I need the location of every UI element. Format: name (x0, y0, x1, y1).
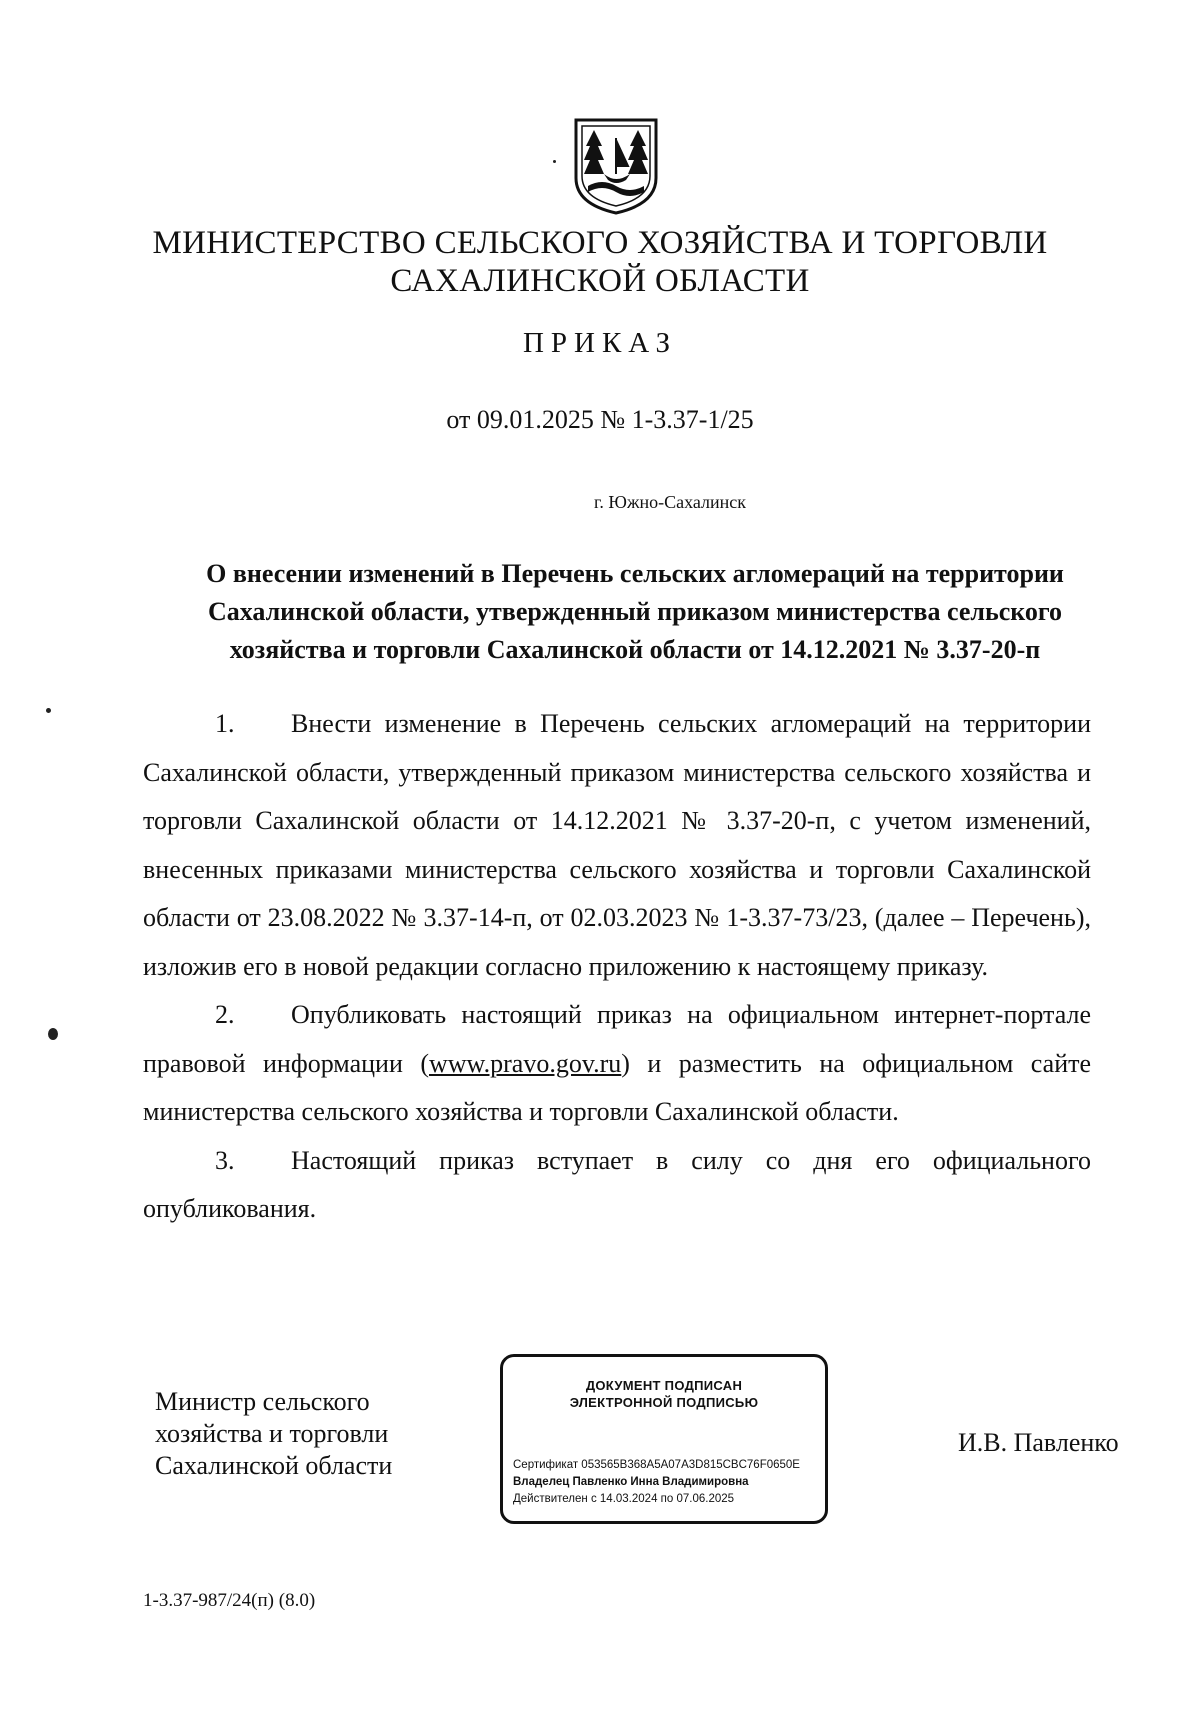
stamp-owner: Владелец Павленко Инна Владимировна (513, 1476, 749, 1488)
signatory-title-line3: Сахалинской области (155, 1451, 393, 1480)
stamp-validity: Действителен с 14.03.2024 по 07.06.2025 (513, 1493, 735, 1505)
pravo-gov-link[interactable]: www.pravo.gov.ru (428, 1048, 622, 1078)
stamp-heading-line2: ЭЛЕКТРОННОЙ ПОДПИСЬЮ (569, 1395, 759, 1410)
document-date-number: от 09.01.2025 № 1-3.37-1/25 (446, 405, 754, 434)
item-2-text-before: Опубликовать настоящий приказ на официальном интернет-портале правовой информации ( (143, 1000, 1091, 1078)
document-type: ПРИКАЗ (522, 327, 678, 359)
scan-speck (46, 708, 51, 713)
stamp-heading-line1: ДОКУМЕНТ ПОДПИСАН (585, 1378, 743, 1393)
ministry-name-line1: МИНИСТЕРСТВО СЕЛЬСКОГО ХОЗЯЙСТВА И ТОРГОВЛИ (152, 225, 1048, 261)
ministry-name-line2: САХАЛИНСКОЙ ОБЛАСТИ (390, 263, 810, 299)
signer-name: И.В. Павленко (958, 1428, 1119, 1457)
ministry-name (100, 224, 1100, 300)
heading-line3: хозяйства и торговли Сахалинской области от 14.12.2021 № 3.37-20-п (229, 635, 1041, 664)
document-heading (140, 555, 1130, 669)
coat-of-arms-emblem (572, 116, 660, 216)
document-place: г. Южно-Сахалинск (593, 492, 747, 512)
signatory-title-line1: Министр сельского (155, 1387, 370, 1416)
item-1-text: Внести изменение в Перечень сельских агломераций на территории Сахалинской области, утвержденный приказом министерства сельского хозяйства и торговли Сахалинской области от 14.12.2021 № 3.37-20-п, с учетом изменений, внесенных приказами министерства сельского хозяйства и торговли Сахалинской области от 23.08.2022 № 3.37-14-п, от 02.03.2023 № 1-3.37-73/23, (далее – Перечень), изложив его в новой редакции согласно приложению к настоящему приказу. (143, 709, 1091, 981)
signatory-title (155, 1386, 455, 1482)
item-1-number: 1. (215, 709, 235, 738)
electronic-signature-stamp (500, 1354, 828, 1524)
heading-line2: Сахалинской области, утвержденный приказом министерства сельского (207, 597, 1063, 626)
stamp-details (513, 1457, 825, 1508)
item-1 (143, 700, 1091, 991)
item-3 (143, 1137, 1091, 1234)
document-body (143, 700, 1091, 1234)
scan-speck (553, 160, 556, 163)
scan-speck (48, 1028, 58, 1040)
item-2-text-after: ) и разместить на официальном сайте министерства сельского хозяйства и торговли Сахалинской области. (143, 1048, 1092, 1126)
signatory-title-line2: хозяйства и торговли (155, 1419, 389, 1448)
item-2-number: 2. (215, 1000, 235, 1029)
item-3-number: 3. (215, 1145, 235, 1175)
footer-reference: 1-3.37-987/24(п) (8.0) (143, 1590, 316, 1611)
item-3-text: Настоящий приказ вступает в силу со дня его официального опубликования. (143, 1145, 1091, 1223)
heading-line1: О внесении изменений в Перечень сельских агломераций на территории (206, 559, 1064, 588)
item-2 (143, 991, 1091, 1137)
stamp-certificate: Сертификат 053565B368A5A07A3D815CBC76F0650E (513, 1459, 800, 1471)
stamp-heading (503, 1377, 825, 1411)
